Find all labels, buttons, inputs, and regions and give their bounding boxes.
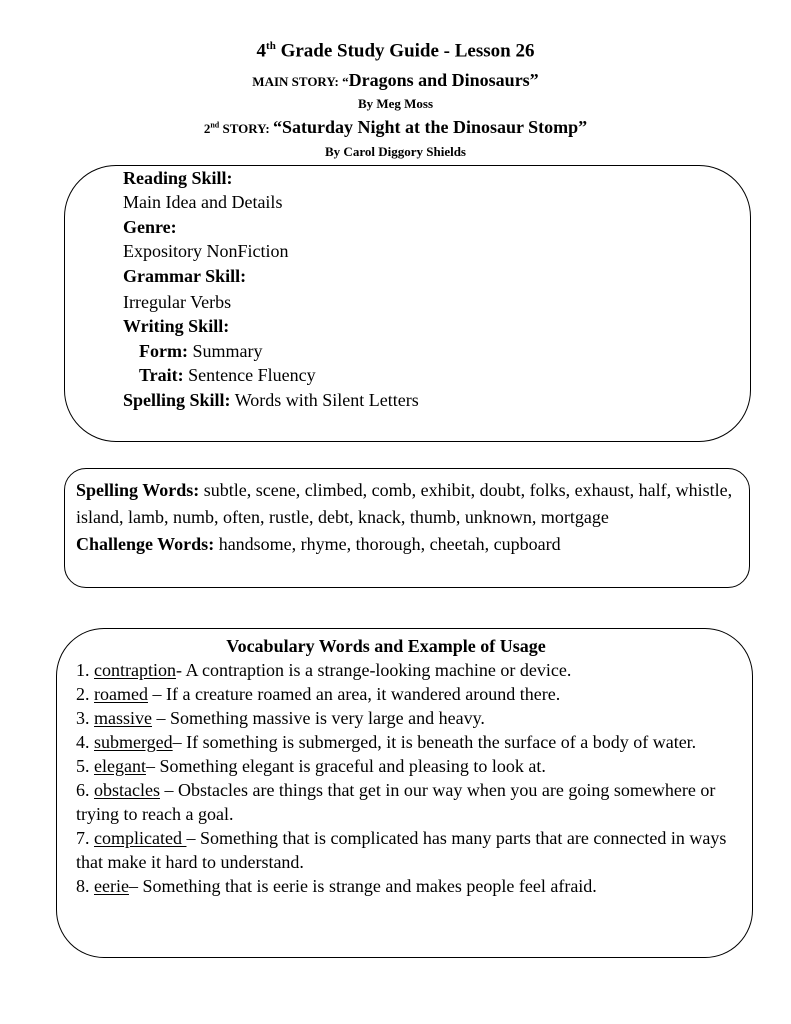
genre-label: Genre: — [123, 216, 177, 237]
vocabulary-heading: Vocabulary Words and Example of Usage — [226, 636, 546, 656]
main-story-label: MAIN STORY: “ — [252, 74, 349, 89]
vocab-word: contraption — [94, 660, 176, 680]
form-row: Form: Summary — [139, 340, 263, 361]
genre-value: Expository NonFiction — [123, 241, 289, 262]
vocab-word: roamed — [94, 684, 148, 704]
grammar-skill-value: Irregular Verbs — [123, 291, 232, 312]
vocab-item: 7. complicated – Something that is complicated has many parts that are connected in ways that make it hard to understand. — [76, 828, 727, 872]
vocab-item: 4. submerged– If something is submerged, it is beneath the surface of a body of water. — [76, 732, 697, 752]
vocab-item: 6. obstacles – Obstacles are things that get in our way when you are going somewhere or trying to reach a goal. — [76, 780, 716, 824]
vocab-item: 5. elegant– Something elegant is graceful and pleasing to look at. — [76, 756, 546, 776]
trait-row: Trait: Sentence Fluency — [139, 365, 316, 386]
spelling-words-row: Spelling Words: subtle, scene, climbed, comb, exhibit, doubt, folks, exhaust, half, whistle, island, lamb, numb, often, rustle, debt, knack, thumb, unknown, mortgage — [76, 480, 733, 527]
writing-skill-label: Writing Skill: — [123, 316, 230, 337]
main-story-title: Dragons and Dinosaurs” — [348, 70, 539, 90]
second-story-title: “Saturday Night at the Dinosaur Stomp” — [272, 117, 588, 137]
skills-list — [123, 166, 419, 412]
grammar-skill-label: Grammar Skill: — [123, 265, 247, 286]
main-story-author: By Meg Moss — [357, 96, 434, 111]
second-story: 2nd STORY: “Saturday Night at the Dinosaur Stomp” — [203, 117, 588, 137]
vocab-word: elegant — [94, 756, 146, 776]
vocab-item: 3. massive – Something massive is very large and heavy. — [76, 708, 485, 728]
vocab-item: 8. eerie– Something that is eerie is strange and makes people feel afraid. — [76, 876, 597, 896]
spelling-skill-row: Spelling Skill: Words with Silent Letters — [123, 389, 419, 410]
vocab-item: 2. roamed – If a creature roamed an area, it wandered around there. — [76, 684, 561, 704]
page-title: 4th Grade Study Guide - Lesson 26 — [256, 40, 535, 62]
second-story-author: By Carol Diggory Shields — [325, 144, 466, 159]
vocab-word: submerged — [94, 732, 173, 752]
vocab-word: complicated — [94, 828, 187, 848]
reading-skill-value: Main Idea and Details — [123, 192, 283, 213]
reading-skill-label: Reading Skill: — [123, 168, 233, 188]
vocab-word: obstacles — [94, 780, 160, 800]
spelling-words — [76, 477, 736, 558]
vocab-word: eerie — [94, 876, 129, 896]
challenge-words-row: Challenge Words: handsome, rhyme, thorough, cheetah, cupboard — [76, 534, 561, 554]
vocab-word: massive — [94, 708, 152, 728]
main-story — [0, 70, 791, 91]
vocab-item: 1. contraption- A contraption is a strange-looking machine or device. — [76, 660, 572, 680]
vocabulary-list — [76, 634, 746, 898]
